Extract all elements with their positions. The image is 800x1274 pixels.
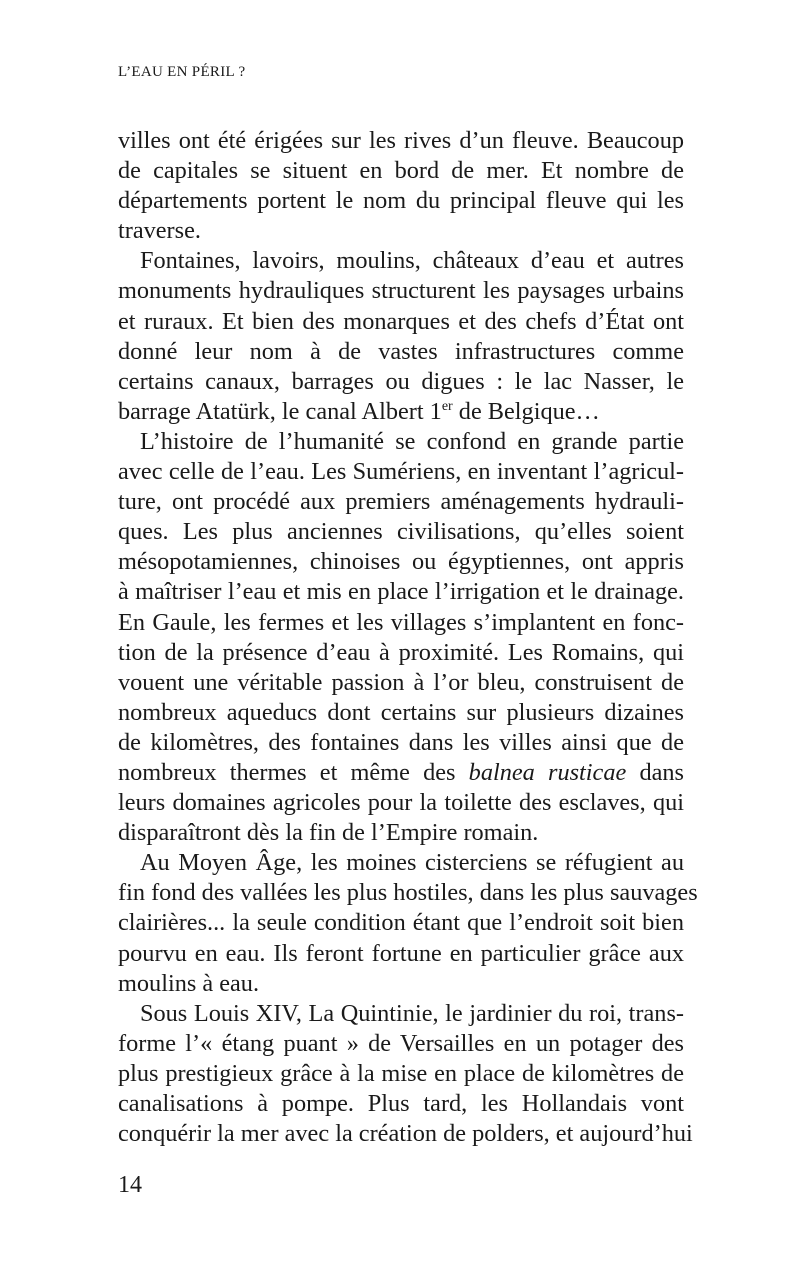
text-segment: de kilomètres, des fontaines dans les villes ainsi que de [118, 728, 684, 756]
text-line [118, 728, 684, 758]
text-line [118, 638, 684, 668]
text-segment: moulins à eau. [118, 969, 260, 997]
text-segment: clairières... la seule condition étant que l’endroit soit bien [118, 909, 684, 937]
text-segment: leurs domaines agricoles pour la toilette des esclaves, qui [118, 789, 684, 817]
text-line [118, 1089, 684, 1119]
text-line [118, 517, 684, 547]
text-segment: traverse. [118, 217, 201, 245]
text-line [118, 939, 684, 969]
text-line [118, 698, 684, 728]
text-line [118, 246, 684, 276]
text-segment: conquérir la mer avec la création de polders, et aujourd’hui [118, 1120, 693, 1148]
text-segment: Sous Louis XIV, La Quintinie, le jardinier du roi, trans- [140, 999, 684, 1027]
text-line [118, 547, 684, 577]
text-segment: dans [626, 758, 684, 786]
text-segment: pourvu en eau. Ils feront fortune en particulier grâce aux [118, 939, 684, 967]
text-line [118, 878, 698, 908]
text-segment: disparaîtront dès la fin de l’Empire romain. [118, 819, 539, 847]
italic-text: balnea rusticae [468, 758, 627, 786]
text-segment: nombreux aqueducs dont certains sur plusieurs dizaines [118, 698, 684, 726]
text-line [118, 788, 684, 818]
page-number: 14 [118, 1172, 142, 1198]
text-segment: L’histoire de l’humanité se confond en grande partie [140, 427, 684, 455]
text-segment: plus prestigieux grâce à la mise en place de kilomètres de [118, 1059, 684, 1087]
text-segment: Fontaines, lavoirs, moulins, châteaux d’eau et autres [140, 247, 684, 275]
text-segment: à maîtriser l’eau et mis en place l’irrigation et le drainage. [118, 578, 684, 606]
text-line [118, 216, 684, 246]
text-segment: fin fond des vallées les plus hostiles, dans les plus sauvages [118, 879, 698, 907]
text-line [118, 758, 684, 788]
text-segment: monuments hydrauliques structurent les paysages urbains [118, 277, 684, 305]
text-segment: et ruraux. Et bien des monarques et des chefs d’État ont [118, 307, 684, 335]
text-segment: de capitales se situent en bord de mer. Et nombre de [118, 157, 684, 185]
text-segment: ques. Les plus anciennes civilisations, qu’elles soient [118, 518, 684, 546]
text-segment: donné leur nom à de vastes infrastructures comme [118, 337, 684, 365]
text-segment: certains canaux, barrages ou digues : le lac Nasser, le [118, 367, 684, 395]
text-segment: nombreux thermes et même des [118, 758, 469, 786]
text-line [118, 307, 684, 337]
text-line [118, 608, 684, 638]
text-segment: de Belgique… [452, 397, 600, 425]
superscript: er [441, 398, 453, 414]
text-line [118, 186, 684, 216]
text-segment: Au Moyen Âge, les moines cisterciens se réfugient au [140, 849, 684, 877]
text-line [118, 457, 684, 487]
text-segment: En Gaule, les fermes et les villages s’implantent en fonc- [118, 608, 684, 636]
text-line [118, 1059, 684, 1089]
text-line [118, 397, 684, 427]
text-segment: vouent une véritable passion à l’or bleu, construisent de [118, 668, 684, 696]
text-line [118, 668, 684, 698]
text-segment: barrage Atatürk, le canal Albert 1 [118, 397, 442, 425]
text-line [118, 487, 684, 517]
text-segment: départements portent le nom du principal fleuve qui les [118, 187, 684, 215]
text-segment: villes ont été érigées sur les rives d’un fleuve. Beaucoup [118, 127, 684, 154]
text-line [118, 156, 684, 186]
text-segment: ture, ont procédé aux premiers aménagements hydrauli- [118, 488, 684, 516]
text-line [118, 908, 684, 938]
text-line [118, 577, 684, 607]
text-segment: mésopotamiennes, chinoises ou égyptiennes, ont appris [118, 548, 684, 576]
text-line [118, 818, 684, 848]
text-line [118, 427, 684, 457]
text-line [118, 1029, 684, 1059]
text-line [118, 276, 684, 306]
text-line [118, 999, 684, 1029]
text-segment: forme l’« étang puant » de Versailles en un potager des [118, 1029, 684, 1057]
text-line [118, 848, 684, 878]
text-segment: avec celle de l’eau. Les Sumériens, en inventant l’agricul- [118, 458, 684, 486]
text-line [118, 1119, 693, 1149]
text-line [118, 126, 684, 156]
text-line [118, 337, 684, 367]
text-segment: tion de la présence d’eau à proximité. Les Romains, qui [118, 638, 684, 666]
text-line [118, 367, 684, 397]
running-header: L’EAU EN PÉRIL ? [118, 64, 246, 80]
body-text [118, 126, 698, 1149]
text-segment: canalisations à pompe. Plus tard, les Hollandais vont [118, 1090, 684, 1117]
text-line [118, 969, 684, 999]
